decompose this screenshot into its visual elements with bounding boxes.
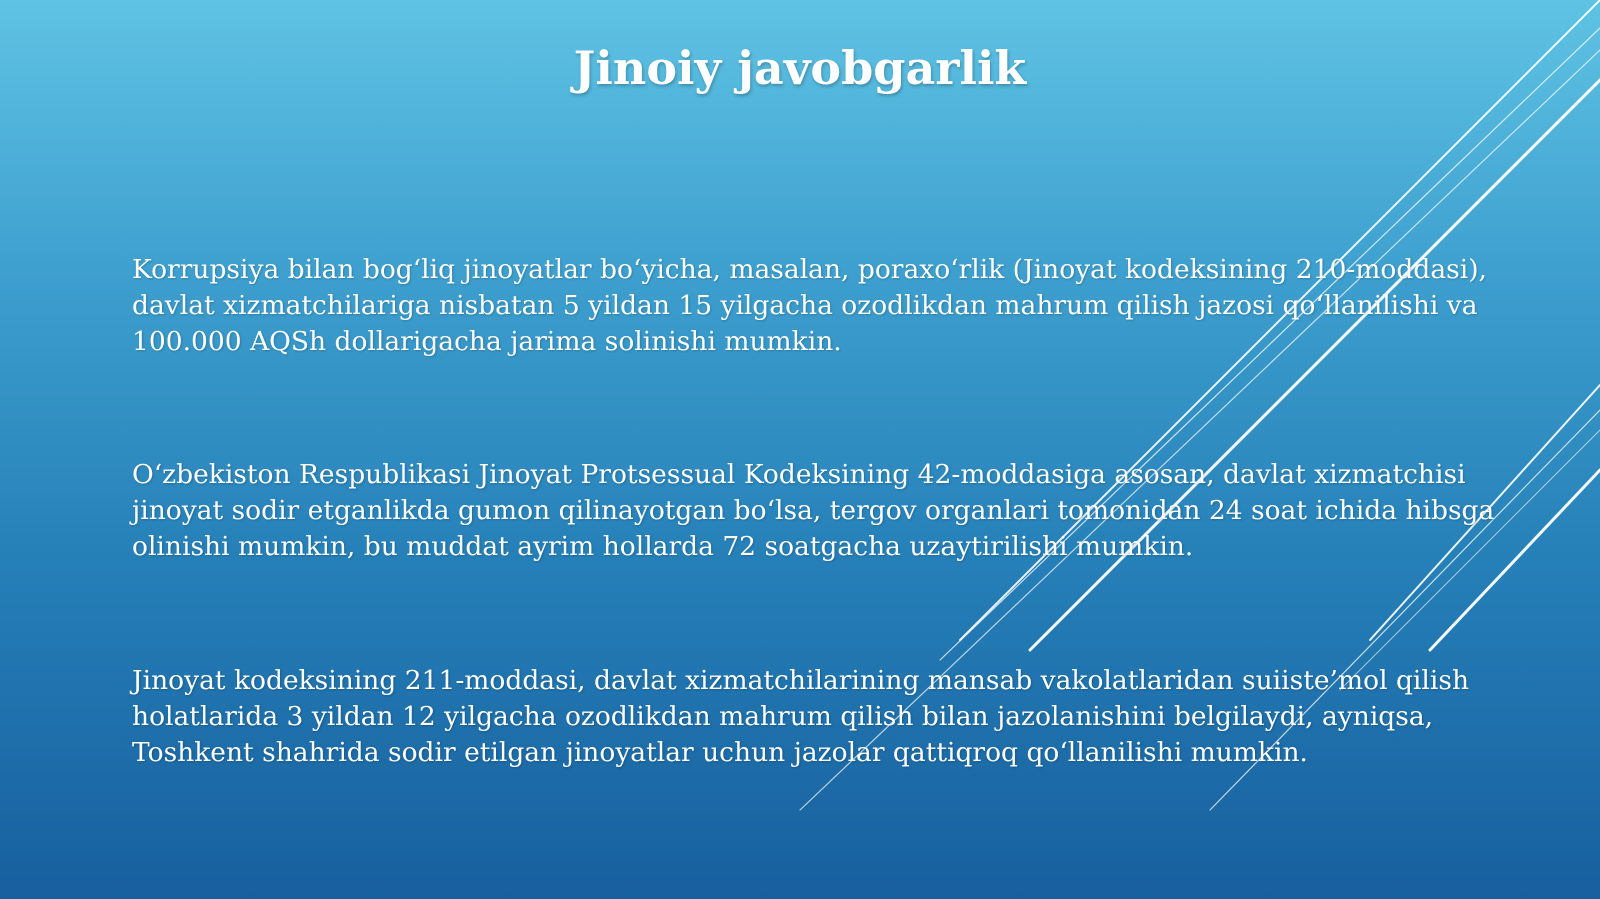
paragraph-bribery-penalty: Korrupsiya bilan bog‘liq jinoyatlar bo‘yicha, masalan, poraxo‘rlik (Jinoyat kodeksining 210-moddasi), davlat xizmatchilariga nisbatan 5 yildan 15 yilgacha ozodlikdan mahrum qilish jazosi qo‘llanilishi va 100.000 AQSh dollarigacha jarima solinishi mumkin.: [132, 254, 1487, 357]
slide-title: Jinoiy javobgarlik: [573, 41, 1027, 95]
paragraph-abuse-of-office: Jinoyat kodeksining 211-moddasi, davlat xizmatchilarining mansab vakolatlaridan suiiste’mol qilish holatlarida 3 yildan 12 yilgacha ozodlikdan mahrum qilish bilan jazolanishini belgilaydi, ayniqsa, Toshkent shahrida sodir etilgan jinoyatlar uchun jazolar qattiqroq qo‘llanilishi mumkin.: [132, 665, 1470, 768]
paragraph-detention-procedure: O‘zbekiston Respublikasi Jinoyat Protsessual Kodeksining 42-moddasiga asosan, davlat xizmatchisi jinoyat sodir etganlikda gumon qilinayotgan bo‘lsa, tergov organlari tomonidan 24 soat ichida hibsga olinishi mumkin, bu muddat ayrim hollarda 72 soatgacha uzaytirilishi mumkin.: [132, 459, 1495, 562]
